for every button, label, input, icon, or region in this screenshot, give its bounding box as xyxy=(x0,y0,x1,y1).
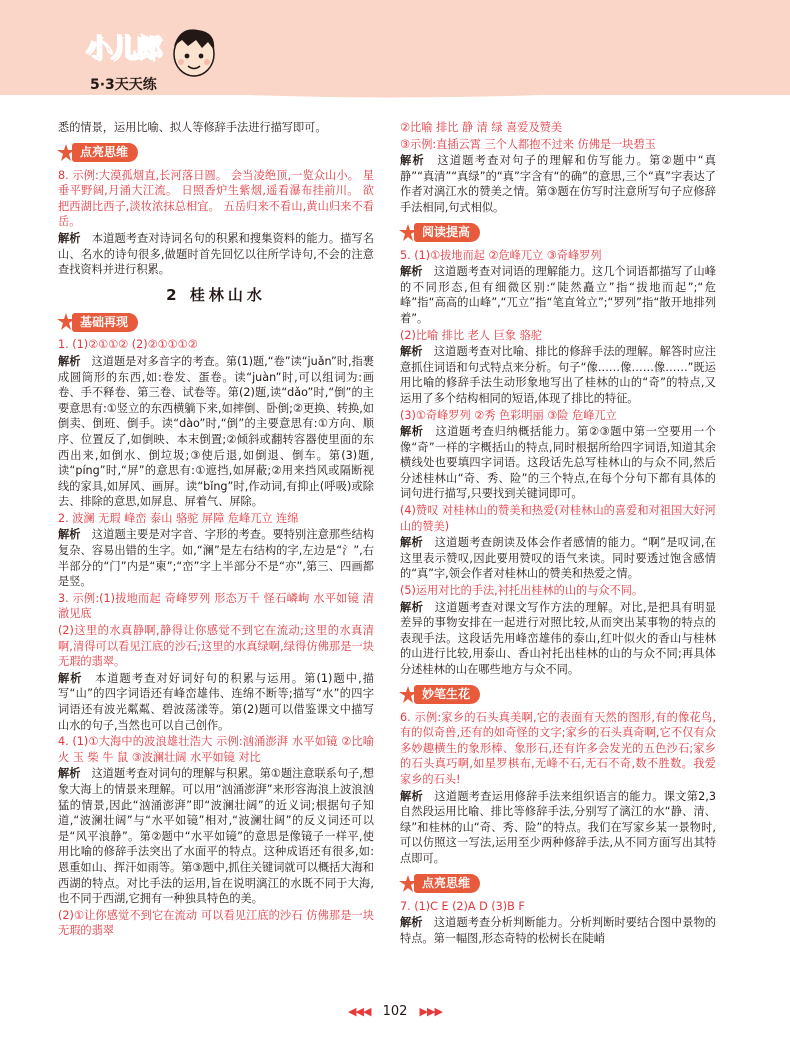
explanation-5-1 xyxy=(400,264,716,326)
section-header xyxy=(398,684,716,706)
answer-6: 6. 示例:家乡的石头真美啊,它的表面有天然的图形,有的像花鸟,有的似奇兽,还有的如奇怪的文字;家乡的石头真奇啊,它不仅有众多妙趣横生的象形棒、象形石,还有许多会发光的五色沙石;家乡的石头真巧啊,如星罗棋布,无峰不石,无石不奇,数不胜数。我爱家乡的石头! xyxy=(400,710,716,786)
explanation-label: 解析 xyxy=(400,789,423,803)
boy-mascot-icon xyxy=(166,24,222,84)
section-header xyxy=(56,311,374,333)
explanation-label: 解析 xyxy=(400,265,423,279)
section-title: 基础再现 xyxy=(72,313,138,332)
right-column xyxy=(400,120,716,947)
explanation-text: 这道题考查对课文写作方法的理解。对比,是把具有明显差异的事物安排在一起进行对照比较,从而突出某事物的特点的表现手法。这段话先用峰峦雄伟的泰山,红叶似火的香山与桂林的山进行比较,用泰山、香山衬托出桂林的山的与众不同;再具体分述桂林的山在哪些地方与众不同。 xyxy=(400,600,716,676)
section-title: 妙笔生花 xyxy=(414,685,480,704)
explanation-1 xyxy=(58,354,374,510)
explanation-8 xyxy=(58,231,374,278)
explanation-text: 这道题考查对句子的理解和仿写能力。第②题中“真静”“真清”“真绿”的“真”字含有“的确”的意思,三个“真”字表达了作者对漓江水的赞美之情。第③题在仿写时注意所写句子应修辞手法相同,句式相似。 xyxy=(400,154,716,214)
intro-text: 悉的情景，运用比喻、拟人等修辞手法进行描写即可。 xyxy=(58,121,327,134)
explanation-2 xyxy=(58,527,374,589)
answer-2: 2. 波澜 无瑕 峰峦 泰山 骆驼 屏障 危峰兀立 连绵 xyxy=(58,511,299,525)
explanation-label: 解析 xyxy=(400,345,423,359)
answer-5-2: (2)比喻 排比 老人 巨象 骆驼 xyxy=(400,328,542,342)
explanation-label: 解析 xyxy=(400,536,424,550)
explanation-text: 这道题考查归纳概括能力。第②③题中第一空要用一个像“奇”一样的字概括山的特点,同时根据所给四字词语,知道其余横线处也要填四字词语。这段话先总写桂林山的与众不同,然后分述桂林山“奇、秀、险”的三个特点,在每个分句下都有具体的词句进行描写,只要找到关键词即可。 xyxy=(400,425,716,501)
explanation-label: 解析 xyxy=(400,154,425,168)
explanation-4 xyxy=(58,766,374,906)
answer-5-5: (5)运用对比的手法,衬托出桂林的山的与众不同。 xyxy=(400,584,644,598)
prev-arrows-icon: ◀◀◀ xyxy=(348,1005,371,1018)
explanation-r xyxy=(400,153,716,215)
explanation-text: 本道题考查对诗词名句的积累和搜集资料的能力。描写名山、名水的诗句很多,做题时首先回忆以往所学诗句,不会的注意查找资料并进行积累。 xyxy=(58,231,374,277)
star-burst-icon xyxy=(56,312,76,332)
explanation-6 xyxy=(400,789,716,867)
explanation-5-5 xyxy=(400,600,716,678)
answer-r1: ②比喻 排比 静 清 绿 喜爱及赞美 xyxy=(400,121,563,134)
explanation-label: 解析 xyxy=(58,528,81,542)
section-header xyxy=(398,873,716,895)
star-burst-icon xyxy=(398,874,418,894)
section-title: 阅读提高 xyxy=(414,223,480,242)
section-title: 点亮思维 xyxy=(414,874,480,893)
answer-8: 8. 示例:大漠孤烟直,长河落日圆。 会当凌绝顶,一览众山小。 星垂平野阔,月涌大江流。 日照香炉生紫烟,遥看瀑布挂前川。 欲把西湖比西子,淡妆浓抹总相宜。 五岳归来不看山,黄山归来不看岳。 xyxy=(58,168,374,229)
explanation-text: 这道题考查朗读及体会作者感情的能力。“啊”是叹词,在这里表示赞叹,因此要用赞叹的语气来读。同时要透过饱含感情的“真”字,领会作者对桂林山的赞美和热爱之情。 xyxy=(400,536,716,581)
left-column xyxy=(58,120,374,940)
answer-3a: 3. 示例:(1)拔地而起 奇峰罗列 形态万千 怪石嶙峋 水平如镜 清澈见底 xyxy=(58,591,374,621)
explanation-5-4 xyxy=(400,535,716,582)
explanation-text: 这道题考查对词句的理解与积累。第①题注意联系句子,想象大海上的情景来理解。可以用“汹涌澎湃”来形容海浪上波浪汹猛的情景,因此“汹涌澎湃”即“波澜壮阔”的近义词;根据句子知道,“波澜壮阔”与“水平如镜”相对,“波澜壮阔”的反义词还可以是“风平浪静”。第②题中“水平如镜”的意思是像镜子一样平,使用比喻的修辞手法突出了水面平的特点。这种成语还有很多,如:恩重如山、挥汗如雨等。第③题中,抓住关键词就可以概括大海和西湖的特点。对比手法的运用,旨在说明漓江的水既不同于大海,也不同于西湖,它拥有一种独具特色的美。 xyxy=(58,767,374,906)
explanation-label: 解析 xyxy=(400,916,423,930)
explanation-3 xyxy=(58,671,374,733)
page-header xyxy=(0,0,790,112)
section-header xyxy=(56,142,374,164)
answer-3b: (2)这里的水真静啊,静得让你感觉不到它在流动;这里的水真清啊,清得可以看见江底的沙石;这里的水真绿啊,绿得仿佛那是一块无瑕的翡翠。 xyxy=(58,624,374,669)
series-title: 5·3天天练 xyxy=(90,77,157,93)
answer-1: 1. (1)②①①② (2)②①①①② xyxy=(58,338,198,352)
explanation-text: 这道题考查运用修辞手法来组织语言的能力。课文第2,3自然段运用比喻、排比等修辞手法,分别写了漓江的水“静、清、绿”和桂林的山“奇、秀、险”的特点。我们在写家乡某一景物时,可以仿照这一写法,运用至少两种修辞手法,从不同方面写出其特点即可。 xyxy=(400,789,716,865)
explanation-label: 解析 xyxy=(58,231,81,245)
answer-5-3: (3)①奇峰罗列 ②秀 色彩明丽 ③险 危峰兀立 xyxy=(400,408,617,422)
answer-5-4: (4)赞叹 对桂林山的赞美和热爱(对桂林山的喜爱和对祖国大好河山的赞美) xyxy=(400,504,716,533)
explanation-label: 解析 xyxy=(58,354,81,368)
answer-7: 7. (1)C E (2)A D (3)B F xyxy=(400,899,525,913)
answer-4: 4. (1)①大海中的波浪雄壮浩大 示例:汹涌澎湃 水平如镜 ②比喻 火 玉 柴 牛 鼠 ③波澜壮阔 水平如镜 对比 xyxy=(58,735,374,764)
answer-r2: ③示例:直插云霄 三个人都抱不过来 仿佛是一块碧玉 xyxy=(400,137,656,151)
section-header xyxy=(398,222,716,244)
next-arrows-icon: ▶▶▶ xyxy=(419,1005,442,1018)
brand-title: 小儿郎 xyxy=(86,34,162,64)
section-title: 点亮思维 xyxy=(72,143,138,162)
explanation-text: 本道题考查对好词好句的积累与运用。第(1)题中,描写“山”的四字词语还有峰峦雄伟、连绵不断等;描写“水”的四字词语还有波光粼粼、碧波荡漾等。第(2)题可以借鉴课文中描写山水的句子,当然也可以自己创作。 xyxy=(58,671,374,732)
explanation-text: 这道题考查对比喻、排比的修辞手法的理解。解答时应注意抓住词语和句式特点来分析。句子“像……像……像……”既运用比喻的修辞手法生动形象地写出了桂林的山的“奇”的特点,又运用了多个结构相同的短语,体现了排比的特征。 xyxy=(400,345,716,405)
explanation-text: 这道题主要是对字音、字形的考查。要特别注意那些结构复杂、容易出错的生字。如,“澜”是左右结构的字,左边是“氵”,右半部分的“门”内是“柬”;“峦”字上半部分不是“亦”,第三、四画都是竖。 xyxy=(58,528,374,589)
explanation-text: 这道题是对多音字的考查。第(1)题,“卷”读“juǎn”时,指裹成圆筒形的东西,如:卷发、蛋卷。读“juàn”时,可以组词为:画卷、手不释卷、第三卷、试卷等。第(2)题,读“dǎo”时,“倒”的主要意思有:①竖立的东西横躺下来,如摔倒、卧倒;②更换、转换,如倒卖、倒班、倒手。读“dào”时,“倒”的主要意思有:①方向、顺序、位置反了,如倒映、本末倒置;②倾斜或翻转容器使里面的东西出来,如倒水、倒垃圾;③使后退,如倒退、倒车。第(3)题,读“píng”时,“屏”的意思有:①遮挡,如屏蔽;②用来挡风或隔断视线的家具,如屏风、画屏。读“bǐng”时,作动词,有抑止(呼吸)或除去、排除的意思,如屏息、屏着气、屏除。 xyxy=(58,354,374,509)
answer-4b: (2)①让你感觉不到它在流动 可以看见江底的沙石 仿佛那是一块无瑕的翡翠 xyxy=(58,908,374,938)
page-footer xyxy=(0,1004,790,1019)
explanation-label: 解析 xyxy=(58,671,83,685)
explanation-label: 解析 xyxy=(400,600,424,614)
page-number: 102 xyxy=(382,1004,408,1019)
star-burst-icon xyxy=(398,685,418,705)
answer-5-1: 5. (1)①拔地而起 ②危峰兀立 ③奇峰罗列 xyxy=(400,248,602,262)
explanation-text: 这道题考查分析判断能力。分析判断时要结合图中景物的特点。第一幅图,形态奇特的松树长在陡峭 xyxy=(400,916,716,945)
lesson-title: 2 桂林山水 xyxy=(166,285,266,304)
explanation-text: 这道题考查对词语的理解能力。这几个词语都描写了山峰的不同形态,但有细微区别:“陡然矗立”指“拔地而起”;“危峰”指“高高的山峰”,“兀立”指“笔直耸立”;“罗列”指“散开地排列着”。 xyxy=(400,265,716,325)
explanation-5-2 xyxy=(400,344,716,406)
explanation-5-3 xyxy=(400,424,716,502)
star-burst-icon xyxy=(56,143,76,163)
explanation-7 xyxy=(400,915,716,946)
explanation-label: 解析 xyxy=(58,767,81,781)
explanation-label: 解析 xyxy=(400,425,424,439)
star-burst-icon xyxy=(398,223,418,243)
